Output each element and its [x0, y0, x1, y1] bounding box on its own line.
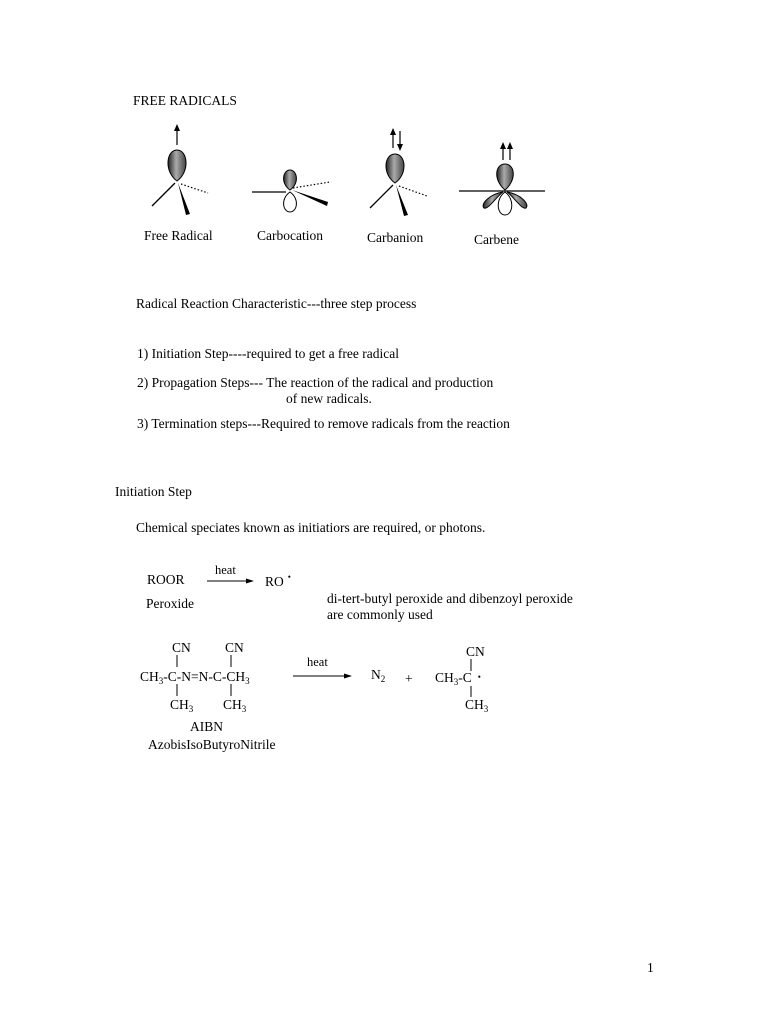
aibn-ch3-left: $CH_3$ [170, 697, 194, 714]
product-cn: CN [466, 644, 485, 659]
plus-sign: + [405, 671, 413, 686]
label-carbanion: Carbanion [367, 230, 424, 245]
characteristic-text: Radical Reaction Characteristic---three step process [136, 296, 417, 311]
heat-label-1: heat [215, 563, 236, 577]
peroxide-note-line2: are commonly used [327, 607, 433, 622]
aibn-ch3-right: $CH_3$ [223, 697, 247, 714]
aibn-label: AIBN [190, 719, 223, 734]
ro-product: RO • [265, 572, 291, 589]
page-title: FREE RADICALS [133, 93, 237, 108]
initiation-heading: Initiation Step [115, 484, 192, 499]
product-radical: $CH_3-C$ • [435, 670, 481, 687]
aibn-cn-right: CN [225, 640, 244, 655]
aibn-cn-left: CN [172, 640, 191, 655]
peroxide-label: Peroxide [146, 596, 194, 611]
step-3: 3) Termination steps---Required to remove radicals from the reaction [137, 416, 510, 431]
label-free-radical: Free Radical [144, 228, 213, 243]
label-carbocation: Carbocation [257, 228, 323, 243]
initiation-intro: Chemical speciates known as initiatiors are required, or photons. [136, 520, 486, 535]
reaction-arrow-2 [292, 671, 354, 681]
step-2: 2) Propagation Steps--- The reaction of the radical and production [137, 375, 494, 390]
peroxide-note-line1: di-tert-butyl peroxide and dibenzoyl peroxide [327, 591, 573, 606]
step-1: 1) Initiation Step----required to get a free radical [137, 346, 400, 361]
step-2-continued: of new radicals. [286, 391, 372, 406]
label-carbene: Carbene [474, 232, 519, 247]
aibn-full-name: AzobisIsoButyroNitrile [148, 737, 276, 752]
aibn-main-chain: $CH_3-C-N=N-C-CH_3$ [140, 669, 250, 686]
heat-label-2: heat [307, 655, 328, 669]
product-ch3: $CH_3$ [465, 697, 489, 714]
roor-reactant: ROOR [147, 572, 185, 587]
n2-product: $N_2$ [371, 667, 386, 684]
page-number: 1 [647, 960, 654, 975]
